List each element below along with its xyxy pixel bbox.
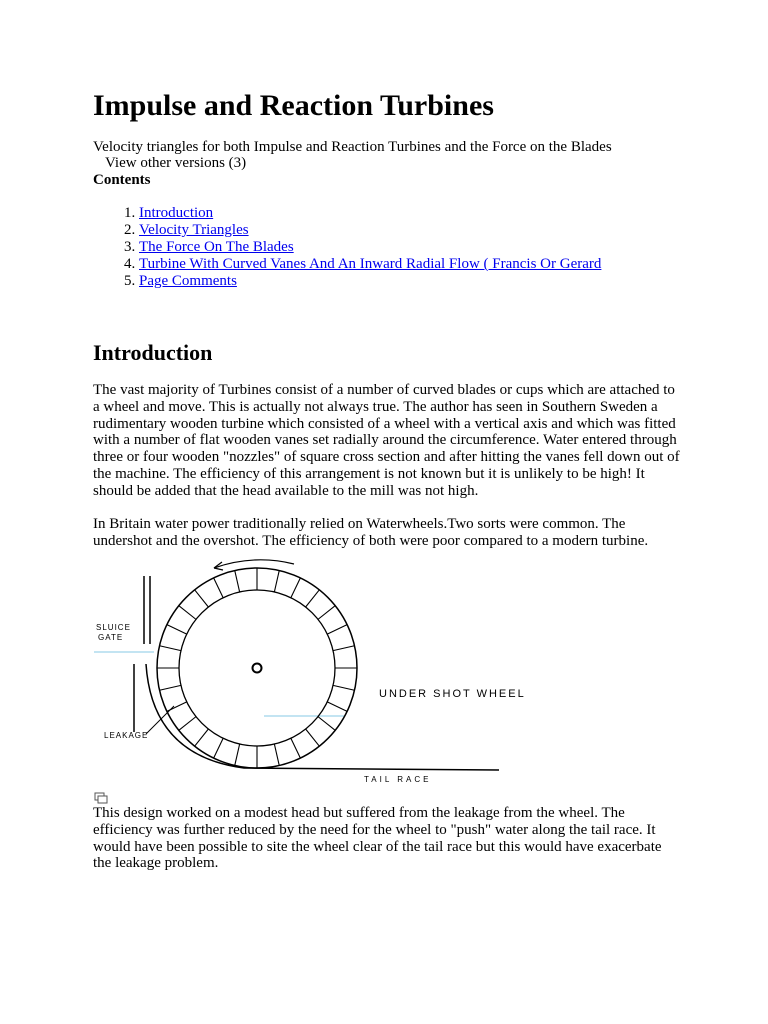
wheel-vanes (157, 568, 357, 768)
toc-link-curved-vanes[interactable]: Turbine With Curved Vanes And An Inward Radial Flow ( Francis Or Gerard (139, 256, 602, 272)
undershot-wheel-diagram (94, 556, 532, 788)
wheel-vane (318, 717, 335, 731)
section-heading-introduction: Introduction (93, 340, 213, 365)
image-icon[interactable] (94, 792, 108, 804)
wheel-outer-rim (157, 568, 357, 768)
toc-link-velocity-triangles[interactable]: Velocity Triangles (139, 222, 249, 238)
wheel-vane (274, 571, 279, 592)
wheel-vane (333, 646, 354, 651)
toc-link-force-on-blades[interactable]: The Force On The Blades (139, 239, 294, 255)
wheel-vane (318, 606, 335, 620)
label-undershot-wheel: UNDER SHOT WHEEL (379, 688, 526, 700)
toc-item (139, 256, 601, 273)
wheel-vane (160, 646, 181, 651)
wheel-vane (306, 729, 320, 746)
wheel-vane (179, 717, 196, 731)
toc-item (139, 205, 601, 222)
leakage-pointer (146, 706, 174, 734)
tail-race-floor (146, 664, 499, 770)
wheel-vane (327, 625, 347, 635)
toc-item (139, 222, 601, 239)
toc-item (139, 273, 601, 290)
label-sluice: SLUICE (96, 623, 131, 632)
wheel-vane (333, 685, 354, 690)
toc-link-introduction[interactable]: Introduction (139, 205, 214, 221)
wheel-inner-rim (179, 590, 335, 746)
rotation-arrow (214, 560, 294, 568)
wheel-vane (235, 744, 240, 765)
table-of-contents (93, 205, 601, 290)
wheel-vane (160, 685, 181, 690)
contents-heading: Contents (93, 172, 151, 188)
page-subtitle: Velocity triangles for both Impulse and Reaction Turbines and the Force on the Blades (93, 139, 612, 155)
wheel-vane (179, 606, 196, 620)
toc-link-page-comments[interactable]: Page Comments (139, 273, 237, 289)
intro-paragraph-3: This design worked on a modest head but suffered from the leakage from the wheel. The efficiency was further reduced by the need for the wheel to "push" water along the tail race. It would have been possible to site the wheel clear of the tail race but this would have exacerbate the leakage problem. (93, 805, 662, 872)
label-gate: GATE (98, 633, 124, 642)
label-leakage: LEAKAGE (104, 731, 149, 740)
wheel-vane (214, 578, 224, 598)
wheel-vane (195, 729, 209, 746)
wheel-vane (327, 702, 347, 712)
wheel-axle (253, 664, 262, 673)
other-versions-link[interactable]: View other versions (3) (105, 155, 247, 171)
intro-paragraph-2: In Britain water power traditionally relied on Waterwheels.Two sorts were common. The undershot and the overshot. The efficiency of both were poor compared to a modern turbine. (93, 516, 649, 549)
wheel-vane (195, 590, 209, 607)
label-tail-race: TAIL RACE (364, 775, 432, 784)
intro-paragraph-1: The vast majority of Turbines consist of a number of curved blades or cups which are attached to a wheel and move. This is actually not always true. The author has seen in Southern Sweden a rudimentary wooden turbine which consisted of a wheel with a vertical axis and which was fitted with a number of flat wooden vanes set radially around the circumference. Water entered through three or four wooden "nozzles" of square cross section and after hitting the vanes fell down out of the machine. The efficiency of this arrangement is not known but it is unlikely to be high! It should be added that the head available to the mill was not high. (93, 382, 680, 499)
page-title: Impulse and Reaction Turbines (93, 89, 494, 122)
wheel-vane (274, 744, 279, 765)
wheel-vane (167, 625, 187, 635)
wheel-vane (291, 578, 301, 598)
wheel-vane (235, 571, 240, 592)
toc-item (139, 239, 601, 256)
wheel-vane (306, 590, 320, 607)
wheel-vane (291, 738, 301, 758)
wheel-vane (214, 738, 224, 758)
